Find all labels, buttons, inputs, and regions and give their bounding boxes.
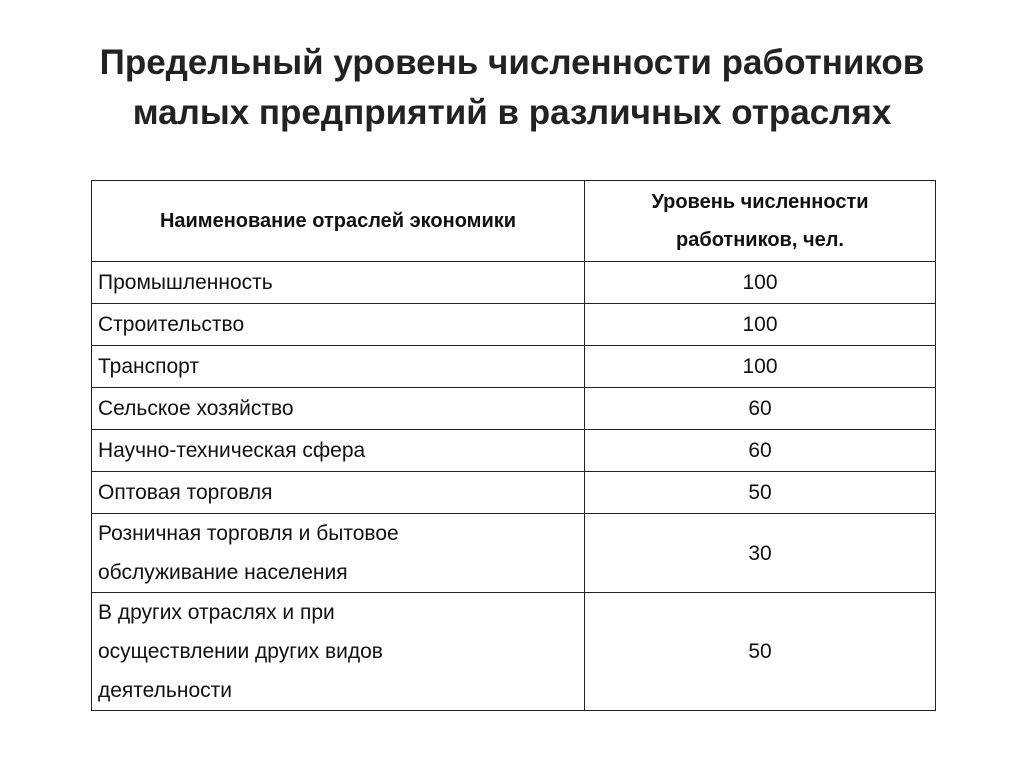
industry-name-cell: Сельское хозяйство [92,388,585,430]
industry-name-line: осуществлении других видов [98,640,383,663]
title-line-2: малых предприятий в различных отраслях [132,93,892,132]
industry-limits-table [91,180,936,711]
table-header-row [92,181,936,262]
industry-name-cell: Промышленность [92,262,585,304]
employee-level-cell: 50 [585,472,936,514]
table-row [92,472,936,514]
table-row [92,388,936,430]
industry-name-line: деятельности [98,679,232,702]
industry-name-line: обслуживание населения [98,561,348,584]
table-row [92,304,936,346]
employee-level-cell: 100 [585,262,936,304]
table-row [92,514,936,593]
table-row [92,593,936,711]
header-value-line-1: Уровень численности [651,191,869,213]
industry-name-line: Розничная торговля и бытовое [98,522,399,545]
industry-name-cell [92,514,585,593]
table-row [92,262,936,304]
industry-name-cell: Оптовая торговля [92,472,585,514]
table-row [92,346,936,388]
industry-name-cell: Транспорт [92,346,585,388]
table-row [92,430,936,472]
header-employee-level [585,181,936,262]
header-industry-name: Наименование отраслей экономики [92,181,585,262]
employee-level-cell: 50 [585,593,936,711]
industry-name-cell: Строительство [92,304,585,346]
employee-level-cell: 60 [585,388,936,430]
employee-level-cell: 60 [585,430,936,472]
industry-name-cell [92,593,585,711]
title-line-1: Предельный уровень численности работников [99,43,925,82]
industry-name-line: В других отраслях и при [98,601,335,624]
employee-level-cell: 100 [585,346,936,388]
header-value-line-2: работников, чел. [676,229,844,251]
employee-level-cell: 100 [585,304,936,346]
page-title [0,38,1024,138]
employee-level-cell: 30 [585,514,936,593]
industry-name-cell: Научно-техническая сфера [92,430,585,472]
